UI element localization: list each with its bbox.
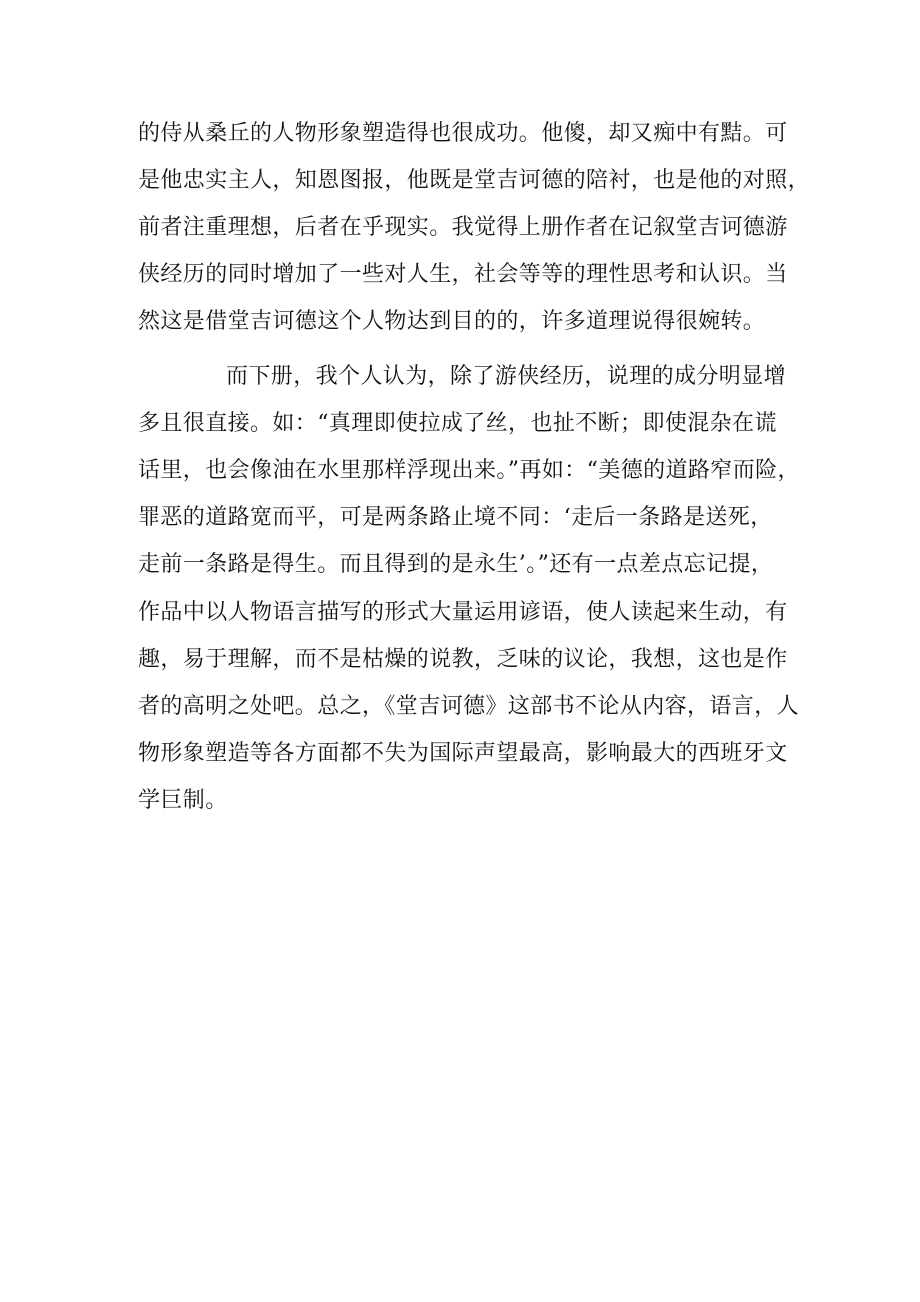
text-line: 学巨制。 bbox=[138, 788, 228, 813]
text-line: 然这是借堂吉诃德这个人物达到目的的，许多道理说得很婉转。 bbox=[138, 309, 766, 334]
text-line: 趣，易于理解，而不是枯燥的说教，乏味的议论，我想，这也是作 bbox=[138, 647, 788, 672]
text-line: 前者注重理想，后者在乎现实。我觉得上册作者在记叙堂吉诃德游 bbox=[138, 215, 788, 240]
text-line: 物形象塑造等各方面都不失为国际声望最高，影响最大的西班牙文 bbox=[138, 741, 788, 766]
text-line: 者的高明之处吧。总之，《堂吉诃德》这部书不论从内容，语言，人 bbox=[138, 694, 800, 719]
text-line: 多且很直接。如：“真理即使拉成了丝，也扯不断；即使混杂在谎 bbox=[138, 411, 777, 436]
text-line: 是他忠实主人，知恩图报，他既是堂吉诃德的陪衬，也是他的对照， bbox=[138, 168, 811, 193]
text-line: 的侍从桑丘的人物形象塑造得也很成功。他傻，却又痴中有黠。可 bbox=[138, 121, 788, 146]
text-line: 作品中以人物语言描写的形式大量运用谚语，使人读起来生动，有 bbox=[138, 600, 788, 625]
paragraph-first-line: 而下册，我个人认为，除了游侠经历，说理的成分明显增 bbox=[226, 364, 787, 389]
text-line: 罪恶的道路宽而平，可是两条路止境不同：‘走后一条路是送死， bbox=[138, 505, 773, 530]
text-line: 侠经历的同时增加了一些对人生，社会等等的理性思考和认识。当 bbox=[138, 262, 788, 287]
text-line: 话里，也会像油在水里那样浮现出来。”再如：“美德的道路窄而险， bbox=[138, 458, 800, 483]
text-line: 走前一条路是得生。而且得到的是永生’。”还有一点差点忘记提， bbox=[138, 552, 774, 577]
